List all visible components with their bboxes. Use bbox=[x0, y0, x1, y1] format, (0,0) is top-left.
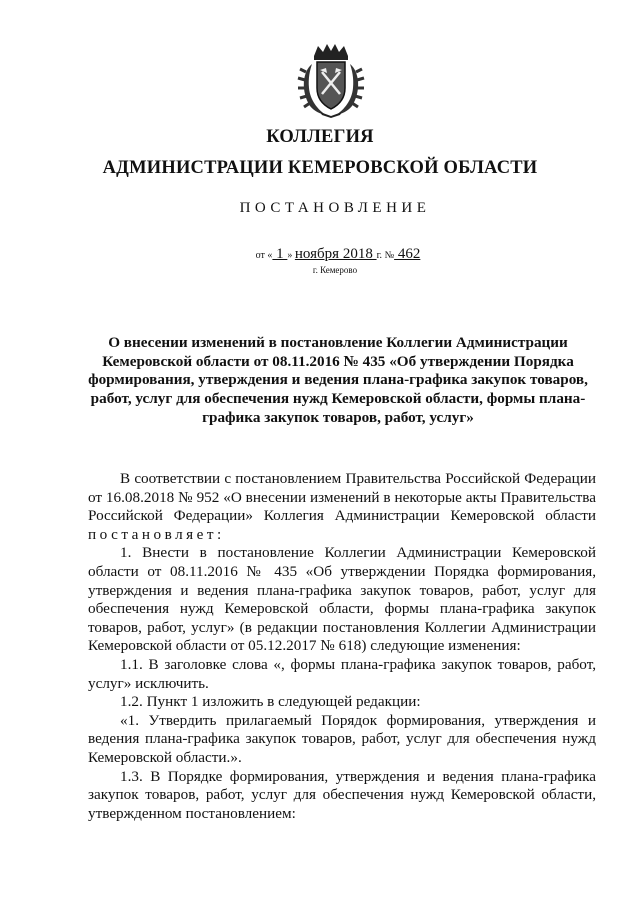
date-number-line bbox=[0, 246, 640, 263]
paragraph-1-2-quote: «1. Утвердить прилагаемый Порядок формирования, утверждения и ведения плана-графика закупок товаров, работ, услуг для обеспечения нужд Кемеровской области.». bbox=[88, 711, 596, 766]
document-body bbox=[88, 470, 596, 823]
date-day: 1 bbox=[272, 246, 288, 262]
number-prefix: № bbox=[384, 250, 395, 261]
paragraph-1: 1. Внести в постановление Коллегии Администрации Кемеровской области от 08.11.2016 № 435 «Об утверждении Порядка формирования, утверждения и ведения плана-графика закупок товаров, работ, услуг для обеспечения нужд Кемеровской области, формы плана-графика закупок товаров, работ, услуг» (в редакции постановления Коллегии Администрации Кемеровской области от 05.12.2017 № 618) следующие изменения: bbox=[88, 544, 596, 655]
city: г. Кемерово bbox=[312, 265, 358, 275]
preamble-text: В соответствии с постановлением Правительства Российской Федерации от 16.08.2018 № 952 «О внесении изменений в некоторые акты Правительства Российской Федерации» Коллегия Администрации Кемеровской области bbox=[88, 470, 596, 525]
date-prefix: от « bbox=[255, 250, 273, 261]
paragraph-1-3: 1.3. В Порядке формирования, утверждения и ведения плана-графика закупок товаров, работ, услуг для обеспечения нужд Кемеровской области, утвержденном постановлением: bbox=[88, 767, 596, 822]
org-name-line1: КОЛЛЕГИЯ bbox=[266, 127, 374, 147]
paragraph-1-1: 1.1. В заголовке слова «, формы плана-графика закупок товаров, работ, услуг» исключить. bbox=[88, 655, 596, 692]
document-title: О внесении изменений в постановление Коллегии Администрации Кемеровской области от 08.11.2016 № 435 «Об утверждении Порядка формирования, утверждения и ведения плана-графика закупок товаров, работ, услуг для обеспечения нужд Кемеровской области, формы плана-графика закупок товаров, работ, услуг» bbox=[88, 334, 588, 426]
date-mid: » bbox=[287, 250, 295, 261]
org-name-line2: АДМИНИСТРАЦИИ КЕМЕРОВСКОЙ ОБЛАСТИ bbox=[102, 158, 538, 178]
date-year-suffix: г. bbox=[376, 250, 383, 261]
coat-of-arms-emblem bbox=[296, 42, 366, 118]
decrees-word: постановляет: bbox=[88, 525, 225, 543]
date-month-year: ноября 2018 bbox=[294, 246, 377, 262]
document-number: 462 bbox=[394, 246, 421, 262]
preamble-paragraph bbox=[88, 470, 596, 544]
paragraph-1-2: 1.2. Пункт 1 изложить в следующей редакции: bbox=[120, 693, 421, 711]
document-type: ПОСТАНОВЛЕНИЕ bbox=[239, 200, 431, 216]
